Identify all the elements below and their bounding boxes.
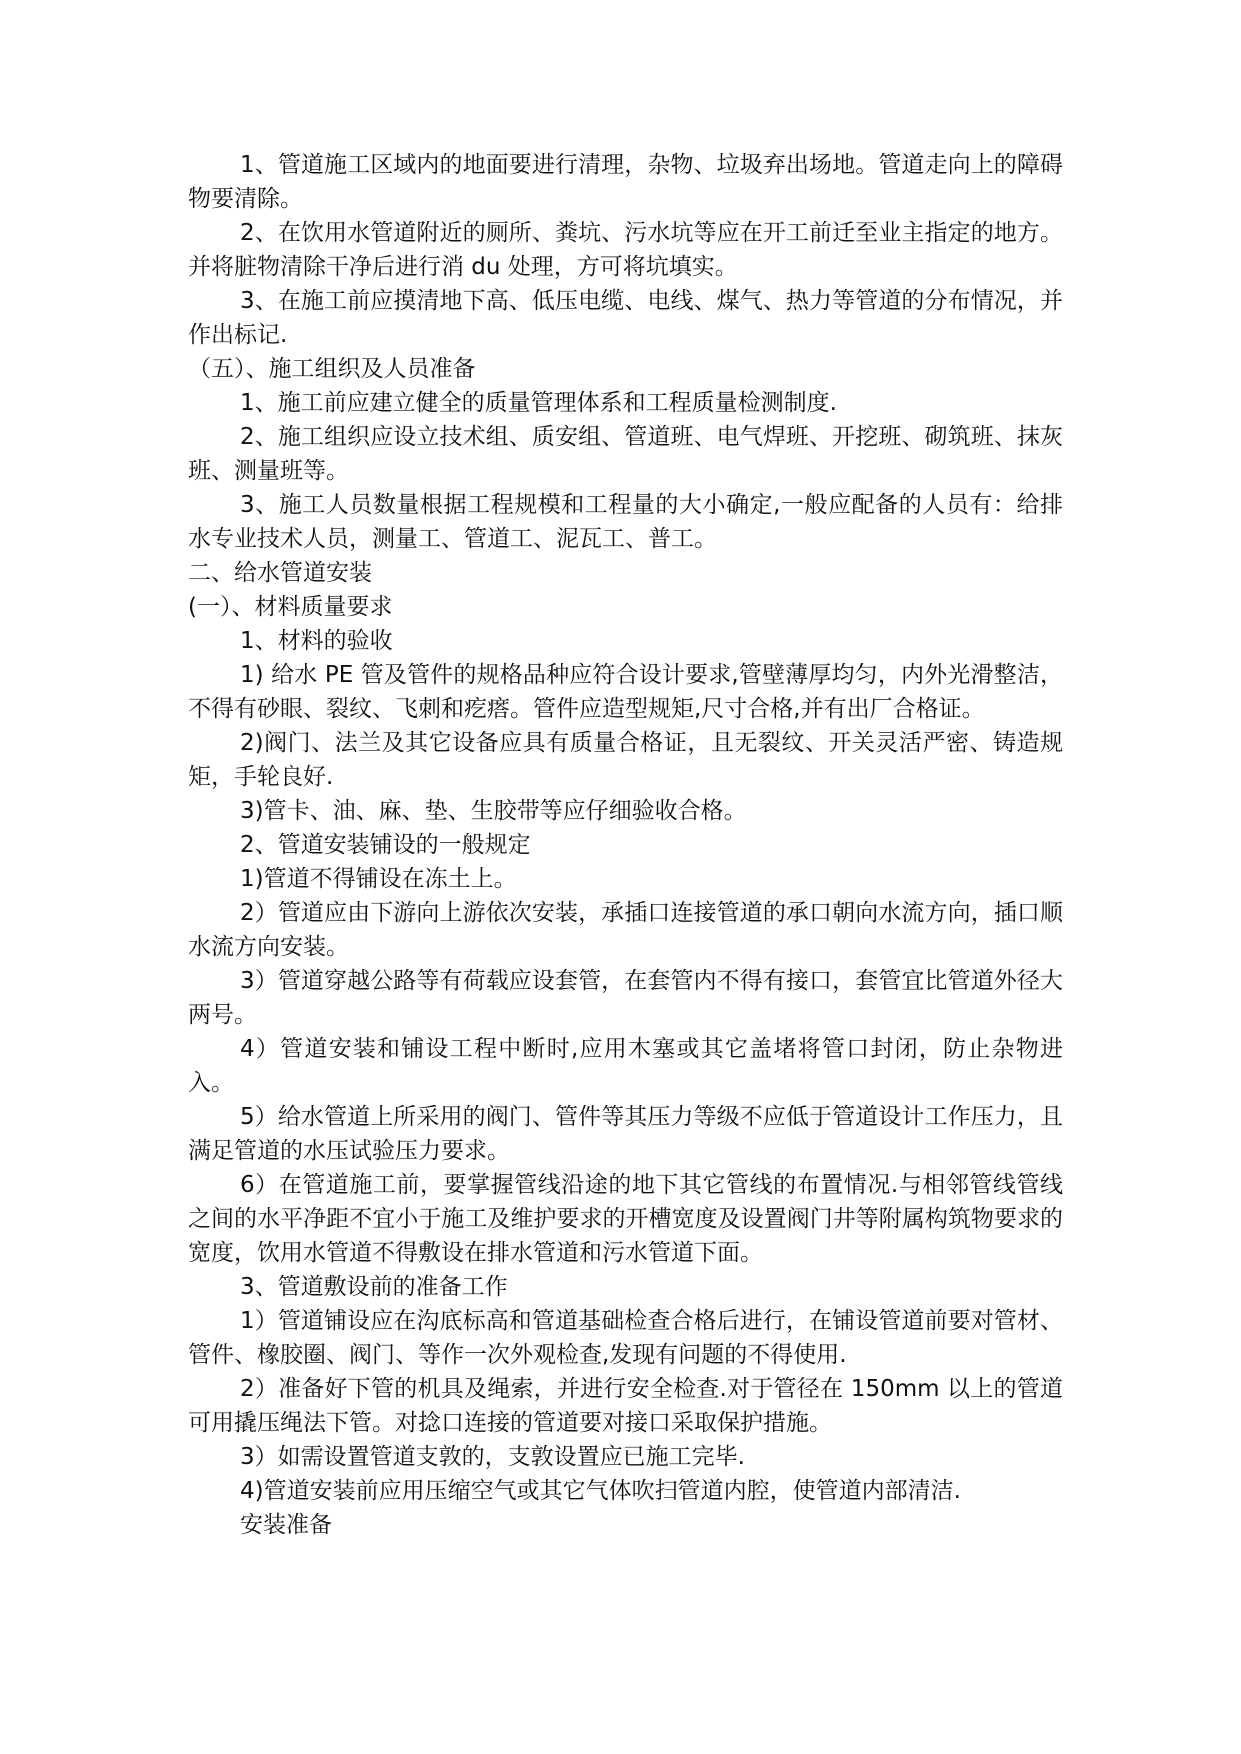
paragraph: 6）在管道施工前，要掌握管线沿途的地下其它管线的布置情况.与相邻管线管线之间的水平净距不宜小于施工及维护要求的开槽宽度及设置阀门井等附属构筑物要求的宽度，饮用水管道不得敷设在排水管道和污水管道下面。 xyxy=(188,1172,1063,1266)
section-heading: (一）、材料质量要求 xyxy=(188,594,393,620)
paragraph: 4)管道安装前应用压缩空气或其它气体吹扫管道内腔，使管道内部清洁. xyxy=(240,1478,961,1504)
paragraph: 3、在施工前应摸清地下高、低压电缆、电线、煤气、热力等管道的分布情况，并作出标记. xyxy=(188,288,1063,348)
subsection-heading: 2、管道安装铺设的一般规定 xyxy=(240,832,531,858)
subsection-heading: 3、管道敷设前的准备工作 xyxy=(240,1274,508,1300)
paragraph: 2、在饮用水管道附近的厕所、粪坑、污水坑等应在开工前迁至业主指定的地方。并将脏物清除干净后进行消 du 处理，方可将坑填实。 xyxy=(188,220,1063,280)
paragraph: 3、施工人员数量根据工程规模和工程量的大小确定,一般应配备的人员有：给排水专业技术人员，测量工、管道工、泥瓦工、普工。 xyxy=(188,492,1063,552)
paragraph: 3)管卡、油、麻、垫、生胶带等应仔细验收合格。 xyxy=(240,798,747,824)
paragraph: 1)管道不得铺设在冻土上。 xyxy=(240,866,517,892)
paragraph: 4）管道安装和铺设工程中断时,应用木塞或其它盖堵将管口封闭，防止杂物进入。 xyxy=(188,1036,1063,1096)
paragraph: 5）给水管道上所采用的阀门、管件等其压力等级不应低于管道设计工作压力，且满足管道的水压试验压力要求。 xyxy=(188,1104,1063,1164)
paragraph: 1、管道施工区域内的地面要进行清理，杂物、垃圾弃出场地。管道走向上的障碍物要清除。 xyxy=(188,152,1063,212)
section-heading: （五）、施工组织及人员准备 xyxy=(188,356,476,382)
paragraph: 2)阀门、法兰及其它设备应具有质量合格证，且无裂纹、开关灵活严密、铸造规矩，手轮良好. xyxy=(188,730,1063,790)
subsection-heading: 1、材料的验收 xyxy=(240,628,393,654)
document-body xyxy=(188,148,1063,1542)
section-heading: 二、给水管道安装 xyxy=(188,560,372,586)
subsection-heading: 安装准备 xyxy=(240,1512,332,1538)
paragraph: 1、施工前应建立健全的质量管理体系和工程质量检测制度. xyxy=(240,390,837,416)
paragraph: 2、施工组织应设立技术组、质安组、管道班、电气焊班、开挖班、砌筑班、抹灰班、测量班等。 xyxy=(188,424,1063,484)
paragraph: 1) 给水 PE 管及管件的规格品种应符合设计要求,管壁薄厚均匀，内外光滑整洁，不得有砂眼、裂纹、飞刺和疙瘩。管件应造型规矩,尺寸合格,并有出厂合格证。 xyxy=(188,662,1063,722)
paragraph: 2）准备好下管的机具及绳索，并进行安全检查.对于管径在 150mm 以上的管道可用撬压绳法下管。对捻口连接的管道要对接口采取保护措施。 xyxy=(188,1376,1063,1436)
paragraph: 3）管道穿越公路等有荷载应设套管，在套管内不得有接口，套管宜比管道外径大两号。 xyxy=(188,968,1063,1028)
paragraph: 3）如需设置管道支敦的，支敦设置应已施工完毕. xyxy=(240,1444,745,1470)
paragraph: 1）管道铺设应在沟底标高和管道基础检查合格后进行，在铺设管道前要对管材、管件、橡胶圈、阀门、等作一次外观检查,发现有问题的不得使用. xyxy=(188,1308,1063,1368)
paragraph: 2）管道应由下游向上游依次安装，承插口连接管道的承口朝向水流方向，插口顺水流方向安装。 xyxy=(188,900,1063,960)
